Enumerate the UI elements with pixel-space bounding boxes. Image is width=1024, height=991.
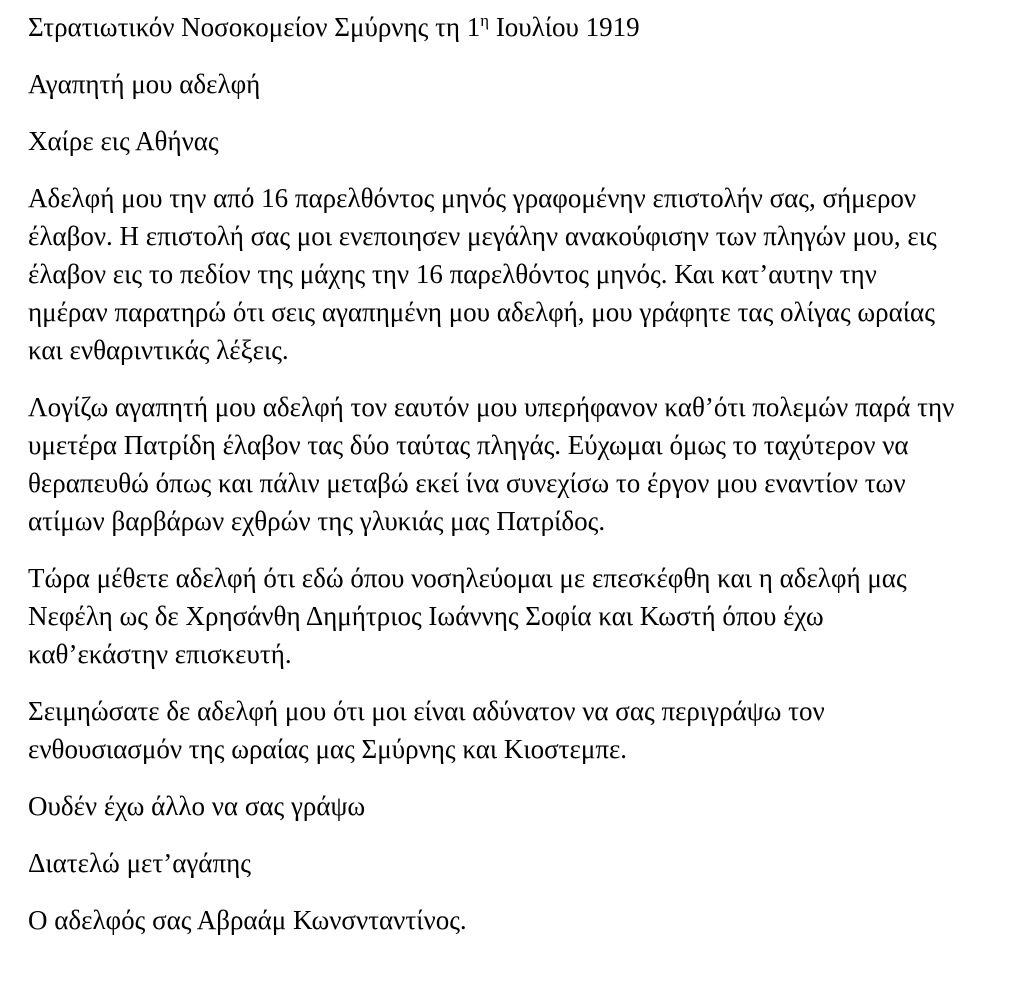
letter-paragraph-4 (28, 692, 994, 768)
letter-line: ενθουσιασμόν της ωραίας μας Σμύρνης και Κιοστεμπε. (28, 734, 628, 764)
dateline (28, 8, 994, 46)
letter-line: θεραπευθώ όπως και πάλιν μεταβώ εκεί ίνα συνεχίσω το έργον μου εναντίον των (28, 468, 906, 498)
salutation-line: Αγαπητή μου αδελφή (28, 69, 261, 99)
letter-paragraph-3 (28, 559, 994, 673)
letter-line: Νεφέλη ως δε Χρησάνθη Δημήτριος Ιωάννης Σοφία και Κωστή όπου έχω (28, 601, 824, 631)
letter-line: υμετέρα Πατρίδη έλαβον τας δύο ταύτας πληγάς. Εύχωμαι όμως το ταχύτερον να (28, 430, 909, 460)
valediction-line: Διατελώ μετ’αγάπης (28, 848, 251, 878)
letter-line: και ενθαριντικάς λέξεις. (28, 335, 289, 365)
letter-line: Λογίζω αγαπητή μου αδελφή τον εαυτόν μου υπερήφανον καθ’ότι πολεμών παρά την (28, 392, 955, 422)
dateline-text-before: Στρατιωτικόν Νοσοκομείον Σμύρνης τη 1 (28, 12, 481, 42)
letter-line: Σειμηώσατε δε αδελφή μου ότι μοι είναι αδύνατον να σας περιγράψω τον (28, 696, 825, 726)
letter-paragraph-2 (28, 388, 994, 540)
dateline-ordinal-superscript: η (480, 11, 490, 30)
letter-line: καθ’εκάστην επισκευτή. (28, 639, 292, 669)
letter-paragraph-1 (28, 179, 994, 369)
letter-line: έλαβον εις το πεδίον της μάχης την 16 παρελθόντος μηνός. Και κατ’αυτην την (28, 259, 877, 289)
letter-line: ατίμων βαρβάρων εχθρών της γλυκιάς μας Πατρίδος. (28, 506, 606, 536)
letter-line: Τώρα μέθετε αδελφή ότι εδώ όπου νοσηλεύομαι με επεσκέφθη και η αδελφή μας (28, 563, 907, 593)
letter-line: ημέραν παρατηρώ ότι σεις αγαπημένη μου αδελφή, μου γράφητε τας ολίγας ωραίας (28, 297, 935, 327)
letter-line: έλαβον. Η επιστολή σας μοι ενεποιησεν μεγάλην ανακούφισην των πληγών μου, εις (28, 221, 937, 251)
signature-line: Ο αδελφός σας Αβραάμ Κωνσνταντίνος. (28, 905, 467, 935)
closing-line: Ουδέν έχω άλλο να σας γράψω (28, 791, 366, 821)
dateline-text-after: Ιουλίου 1919 (489, 12, 640, 42)
letter-line: Αδελφή μου την από 16 παρελθόντος μηνός γραφομένην επιστολήν σας, σήμερον (28, 183, 917, 213)
greeting-line: Χαίρε εις Αθήνας (28, 126, 219, 156)
